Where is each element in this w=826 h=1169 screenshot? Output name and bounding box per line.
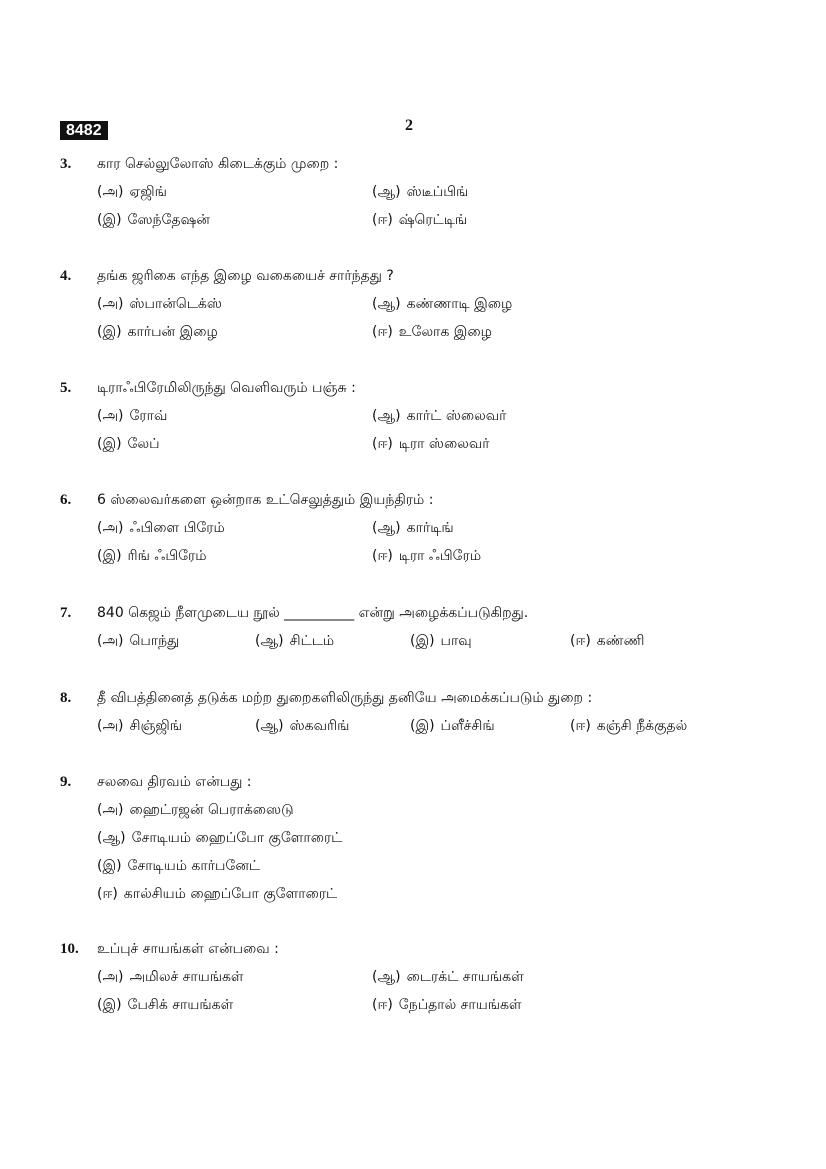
option-label: (இ) [97, 548, 122, 564]
option-text: கார்ட் ஸ்லைவர் [406, 408, 507, 424]
question-number: 3. [60, 156, 72, 172]
option-text: ரிங் ஃபிரேம் [127, 548, 207, 564]
option[interactable] [570, 627, 644, 655]
question-number: 9. [60, 774, 72, 790]
option[interactable] [372, 430, 490, 458]
option[interactable] [97, 712, 182, 740]
option-text: சோடியம் ஹைப்போ குளோரைட் [131, 830, 343, 846]
option-label: (ஈ) [372, 436, 393, 452]
option-text: கார்பன் இழை [127, 324, 218, 340]
option-text: டைரக்ட் சாயங்கள் [406, 969, 524, 985]
option[interactable] [97, 318, 218, 346]
option-text: ப்ளீச்சிங் [440, 718, 495, 734]
option-label: (இ) [410, 718, 435, 734]
option[interactable] [97, 824, 342, 852]
option-text: கண்ணி [596, 633, 645, 649]
option-text: டிரா ஸ்லைவர் [398, 436, 490, 452]
option-label: (ஆ) [372, 296, 401, 312]
option[interactable] [410, 712, 495, 740]
question-stem: தீ விபத்தினைத் தடுக்க மற்ற துறைகளிலிருந்து தனியே அமைக்கப்படும் துறை : [97, 690, 593, 706]
option[interactable] [255, 712, 349, 740]
option[interactable] [255, 627, 334, 655]
option-text: பாவு [440, 633, 472, 649]
option-label: (ஆ) [372, 408, 401, 424]
option-text: கார்டிங் [406, 520, 454, 536]
option-text: அமிலச் சாயங்கள் [129, 969, 244, 985]
option-text: ஏஜிங் [129, 184, 167, 200]
option-text: கண்ணாடி இழை [406, 296, 513, 312]
option-label: (அ) [97, 408, 124, 424]
question-10 [0, 935, 826, 1019]
option-label: (ஈ) [372, 212, 393, 228]
option-label: (இ) [97, 858, 122, 874]
option-label: (ஈ) [372, 324, 393, 340]
option[interactable] [97, 178, 167, 206]
option-label: (ஈ) [97, 886, 118, 902]
option-text: ஸ்டீப்பிங் [406, 184, 469, 200]
option[interactable] [372, 991, 522, 1019]
option[interactable] [97, 514, 225, 542]
option-text: ஸேந்தேஷன் [127, 212, 210, 228]
option-label: (அ) [97, 718, 124, 734]
option-label: (ஆ) [372, 520, 401, 536]
option-label: (ஆ) [255, 718, 284, 734]
question-number: 5. [60, 380, 72, 396]
option[interactable] [372, 402, 506, 430]
option[interactable] [372, 514, 454, 542]
option-text: சோடியம் கார்பனேட் [127, 858, 261, 874]
question-9 [0, 768, 826, 908]
paper-code: 8482 [60, 121, 108, 140]
option[interactable] [97, 796, 294, 824]
option-label: (இ) [97, 436, 122, 452]
option[interactable] [97, 402, 167, 430]
option-text: உலோக இழை [398, 324, 492, 340]
question-number: 10. [60, 941, 79, 957]
option-text: ஹைட்ரஜன் பெராக்ஸைடு [129, 802, 294, 818]
option-text: ஷ்ரெட்டிங் [398, 212, 468, 228]
option-text: ஸ்பான்டெக்ஸ் [129, 296, 222, 312]
question-3 [0, 150, 826, 234]
option[interactable] [97, 542, 207, 570]
option[interactable] [97, 880, 337, 908]
option-text: ஸ்கவரிங் [289, 718, 350, 734]
question-7 [0, 599, 826, 655]
option-label: (ஈ) [372, 548, 393, 564]
option-text: சிஞ்ஜிங் [129, 718, 182, 734]
option-label: (இ) [97, 324, 122, 340]
option[interactable] [410, 627, 472, 655]
option[interactable] [97, 430, 160, 458]
option[interactable] [372, 542, 481, 570]
option-label: (அ) [97, 184, 124, 200]
option-label: (அ) [97, 520, 124, 536]
option-label: (இ) [97, 212, 122, 228]
option-text: ரோவ் [129, 408, 168, 424]
option[interactable] [97, 852, 260, 880]
question-number: 8. [60, 690, 72, 706]
option-text: லேப் [127, 436, 160, 452]
question-4 [0, 262, 826, 346]
question-5 [0, 374, 826, 458]
question-stem: 6 ஸ்லைவர்களை ஒன்றாக உட்செலுத்தும் இயந்திரம் : [97, 492, 434, 508]
option-label: (ஈ) [570, 633, 591, 649]
question-stem: உப்புச் சாயங்கள் என்பவை : [97, 941, 279, 957]
option-label: (ஆ) [97, 830, 126, 846]
option[interactable] [97, 963, 244, 991]
option-text: பொந்து [129, 633, 180, 649]
option-label: (இ) [410, 633, 435, 649]
question-stem: 840 கெஜம் நீளமுடைய நூல் __________ என்று அழைக்கப்படுகிறது. [97, 605, 529, 621]
option-label: (அ) [97, 296, 124, 312]
option[interactable] [97, 290, 222, 318]
option-text: ஃபிளை பிரேம் [129, 520, 225, 536]
question-6 [0, 486, 826, 570]
page-number: 2 [405, 117, 413, 134]
question-number: 7. [60, 605, 72, 621]
option[interactable] [372, 178, 468, 206]
option[interactable] [97, 991, 233, 1019]
option-label: (ஆ) [255, 633, 284, 649]
option-label: (ஈ) [570, 718, 591, 734]
option-text: பேசிக் சாயங்கள் [127, 997, 234, 1013]
question-8 [0, 684, 826, 740]
option-text: சிட்டம் [289, 633, 335, 649]
option[interactable] [372, 290, 512, 318]
option-text: கால்சியம் ஹைப்போ குளோரைட் [123, 886, 338, 902]
option-text: டிரா ஃபிரேம் [398, 548, 482, 564]
question-stem: கார செல்லுலோஸ் கிடைக்கும் முறை : [97, 156, 339, 172]
option-label: (ஆ) [372, 969, 401, 985]
question-stem: டிராஃபிரேமிலிருந்து வெளிவரும் பஞ்சு : [97, 380, 356, 396]
option-label: (ஆ) [372, 184, 401, 200]
option[interactable] [97, 627, 179, 655]
option[interactable] [372, 963, 524, 991]
option[interactable] [372, 206, 467, 234]
option[interactable] [570, 712, 687, 740]
question-stem: தங்க ஜரிகை எந்த இழை வகையைச் சார்ந்தது ? [97, 268, 394, 284]
question-stem: சலவை திரவம் என்பது : [97, 774, 252, 790]
option-label: (இ) [97, 997, 122, 1013]
option-label: (அ) [97, 969, 124, 985]
option-label: (அ) [97, 802, 124, 818]
question-number: 4. [60, 268, 72, 284]
option-text: நேப்தால் சாயங்கள் [398, 997, 522, 1013]
option-label: (ஈ) [372, 997, 393, 1013]
option[interactable] [372, 318, 492, 346]
question-number: 6. [60, 492, 72, 508]
option[interactable] [97, 206, 210, 234]
option-label: (அ) [97, 633, 124, 649]
option-text: கஞ்சி நீக்குதல் [596, 718, 688, 734]
